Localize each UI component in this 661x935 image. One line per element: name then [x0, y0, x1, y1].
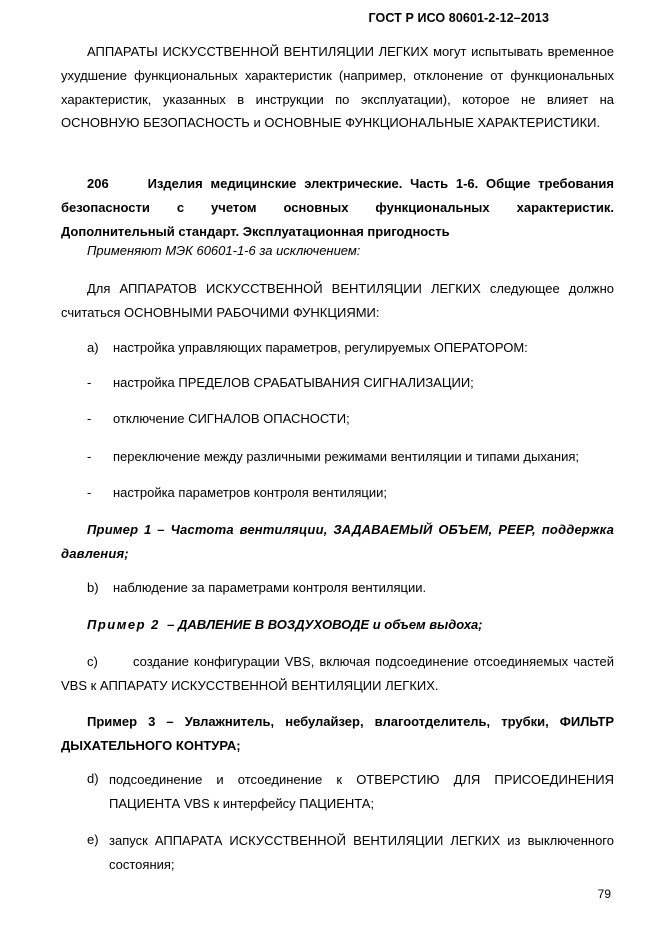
- list-item-a: [87, 340, 528, 355]
- page-header: ГОСТ Р ИСО 80601-2-12–2013: [368, 11, 549, 25]
- dash-marker: -: [87, 449, 92, 464]
- list-item-d: подсоединение и отсоединение к ОТВЕРСТИЮ ДЛЯ ПРИСОЕДИНЕНИЯ ПАЦИЕНТА VBS к интерфейсу ПАЦИЕНТА;: [109, 772, 614, 811]
- dash-marker: -: [87, 375, 92, 390]
- list-item-c: [61, 650, 614, 698]
- dash-item-text: настройка параметров контроля вентиляции;: [113, 485, 387, 500]
- dash-item: [87, 449, 579, 464]
- dash-item: [87, 375, 474, 390]
- apply-note: Применяют МЭК 60601-1-6 за исключением:: [87, 243, 361, 258]
- dash-item-text: переключение между различными режимами вентиляции и типами дыхания;: [113, 449, 580, 464]
- dash-item-text: настройка ПРЕДЕЛОВ СРАБАТЫВАНИЯ СИГНАЛИЗАЦИИ;: [113, 375, 474, 390]
- section-heading: [61, 172, 614, 243]
- list-item-e-marker: e): [87, 832, 99, 847]
- example-1: Пример 1 – Частота вентиляции, ЗАДАВАЕМЫЙ ОБЪЕМ, PEEP, поддержка давления;: [61, 522, 614, 561]
- list-marker: c): [87, 654, 98, 669]
- list-item-d-marker: d): [87, 771, 99, 786]
- section-title: Изделия медицинские электрические. Часть 1-6. Общие требования безопасности с учетом основных функциональных характеристик. Дополнительный стандарт. Эксплуатационная пригодность: [61, 176, 614, 239]
- example-2: [87, 617, 483, 632]
- intro-paragraph: АППАРАТЫ ИСКУССТВЕННОЙ ВЕНТИЛЯЦИИ ЛЕГКИХ могут испытывать временное ухудшение функциональных характеристик (например, отклонение от функциональных характеристик, указанных в инструкции по эксплуатации), которое не влияет на ОСНОВНУЮ БЕЗОПАСНОСТЬ и ОСНОВНЫЕ ФУНКЦИОНАЛЬНЫЕ ХАРАКТЕРИСТИКИ.: [61, 44, 614, 131]
- dash-item: [87, 485, 387, 500]
- list-item-b: [87, 580, 426, 595]
- example-text: – ДАВЛЕНИЕ В ВОЗДУХОВОДЕ и объем выдоха;: [167, 617, 483, 632]
- list-item-text: создание конфигурации VBS, включая подсоединение отсоединяемых частей VBS к АППАРАТУ ИСКУССТВЕННОЙ ВЕНТИЛЯЦИИ ЛЕГКИХ.: [61, 654, 614, 693]
- dash-marker: -: [87, 485, 92, 500]
- example-label: Пример 2: [87, 617, 160, 632]
- list-marker: b): [87, 580, 99, 595]
- dash-marker: -: [87, 411, 92, 426]
- example-3: Пример 3 – Увлажнитель, небулайзер, влагоотделитель, трубки, ФИЛЬТР ДЫХАТЕЛЬНОГО КОНТУРА;: [61, 714, 614, 753]
- dash-item-text: отключение СИГНАЛОВ ОПАСНОСТИ;: [113, 411, 350, 426]
- page-number: 79: [597, 887, 611, 901]
- list-item-text: наблюдение за параметрами контроля вентиляции.: [113, 580, 427, 595]
- dash-item: [87, 411, 350, 426]
- list-item-e: запуск АППАРАТА ИСКУССТВЕННОЙ ВЕНТИЛЯЦИИ ЛЕГКИХ из выключенного состояния;: [109, 833, 614, 872]
- section-number: 206: [87, 176, 109, 191]
- functions-paragraph: Для АППАРАТОВ ИСКУССТВЕННОЙ ВЕНТИЛЯЦИИ ЛЕГКИХ следующее должно считаться ОСНОВНЫМИ РАБОЧИМИ ФУНКЦИЯМИ:: [61, 281, 614, 320]
- list-marker: a): [87, 340, 99, 355]
- list-item-text: настройка управляющих параметров, регулируемых ОПЕРАТОРОМ:: [113, 340, 528, 355]
